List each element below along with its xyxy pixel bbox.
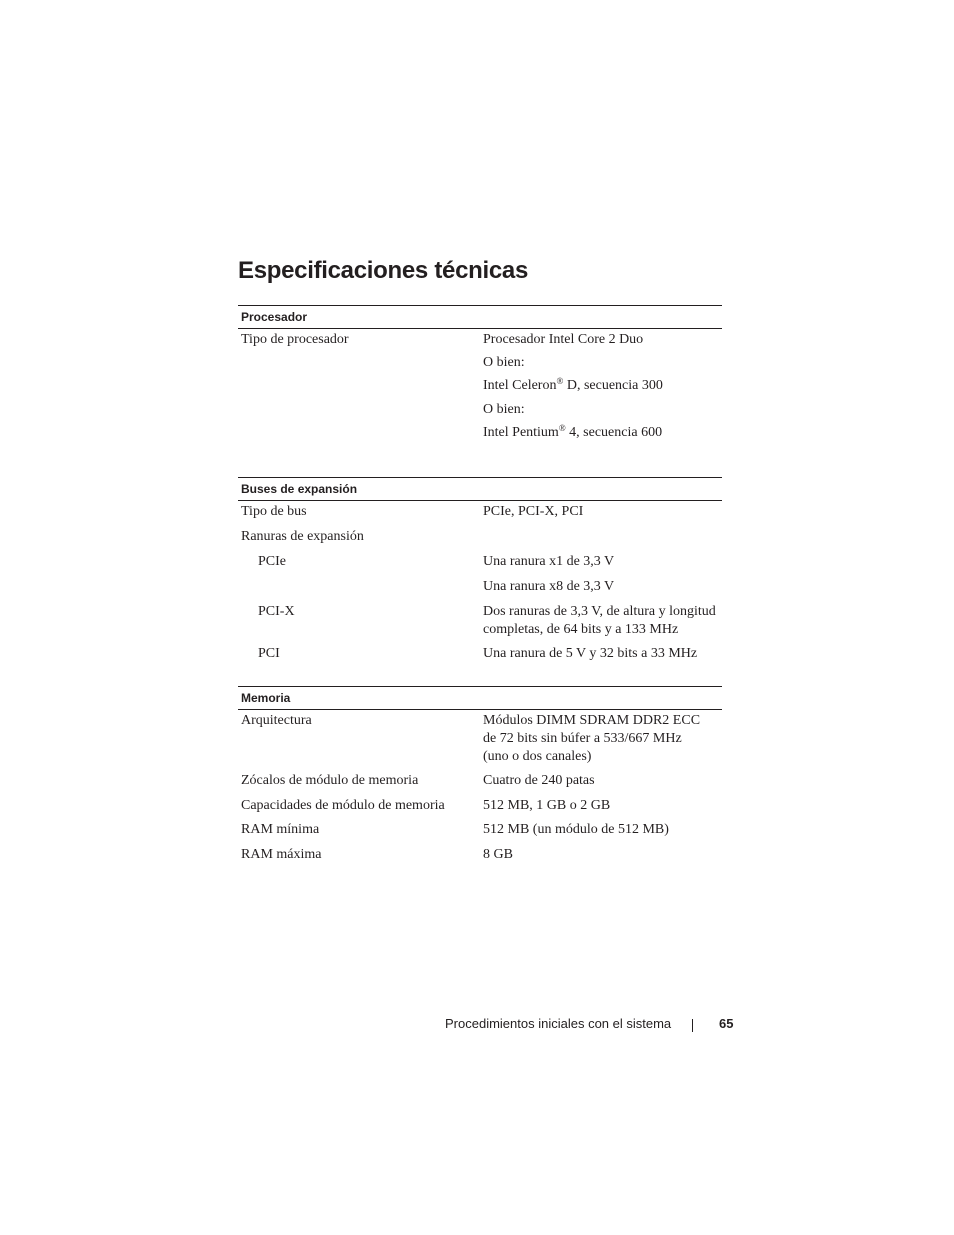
spec-value-celeron: Intel Celeron® D, secuencia 300	[483, 376, 663, 393]
footer-divider	[692, 1019, 693, 1032]
section-header-procesador: Procesador	[238, 305, 722, 329]
spec-label-tipo-procesador: Tipo de procesador	[241, 332, 349, 347]
section-header-memoria: Memoria	[238, 686, 722, 710]
spec-label-arquitectura: Arquitectura	[241, 713, 312, 728]
spec-value-zocalos: Cuatro de 240 patas	[483, 773, 595, 788]
spec-label-ram-minima: RAM mínima	[241, 822, 320, 837]
page-number: 65	[719, 1016, 734, 1031]
section-header-buses: Buses de expansión	[238, 477, 722, 501]
spec-value-tipo-bus: PCIe, PCI-X, PCI	[483, 504, 584, 519]
spec-label-ram-maxima: RAM máxima	[241, 847, 322, 862]
spec-label-zocalos: Zócalos de módulo de memoria	[241, 773, 419, 788]
spec-value-ram-minima: 512 MB (un módulo de 512 MB)	[483, 822, 669, 837]
spec-table-memoria	[238, 686, 722, 862]
spec-value-arquitectura: Módulos DIMM SDRAM DDR2 ECC de 72 bits sin búfer a 533/667 MHz (uno o dos canales)	[483, 713, 701, 764]
spec-value-o-bien-1: O bien:	[483, 355, 525, 370]
spec-label-pcix: PCI-X	[258, 604, 295, 619]
spec-value-capacidades: 512 MB, 1 GB o 2 GB	[483, 798, 611, 813]
spec-table-buses	[238, 477, 722, 661]
spec-label-ranuras-expansion: Ranuras de expansión	[241, 529, 364, 544]
spec-value-pci: Una ranura de 5 V y 32 bits a 33 MHz	[483, 646, 698, 661]
page-title: Especificaciones técnicas	[238, 257, 528, 284]
spec-value-o-bien-2: O bien:	[483, 402, 525, 417]
spec-value-pcie-x8: Una ranura x8 de 3,3 V	[483, 579, 615, 594]
spec-label-pcie: PCIe	[258, 554, 286, 569]
spec-value-pentium: Intel Pentium® 4, secuencia 600	[483, 423, 663, 440]
spec-value-tipo-procesador: Procesador Intel Core 2 Duo	[483, 332, 644, 347]
spec-label-pci: PCI	[258, 646, 280, 661]
spec-label-capacidades: Capacidades de módulo de memoria	[241, 798, 445, 813]
spec-table-procesador	[238, 305, 722, 440]
spec-value-ram-maxima: 8 GB	[483, 847, 513, 862]
spec-value-pcie-x1: Una ranura x1 de 3,3 V	[483, 554, 615, 569]
spec-value-pcix: Dos ranuras de 3,3 V, de altura y longitud completas, de 64 bits y a 133 MHz	[483, 604, 716, 637]
spec-label-tipo-bus: Tipo de bus	[241, 504, 307, 519]
footer-chapter-title: Procedimientos iniciales con el sistema	[445, 1016, 672, 1031]
